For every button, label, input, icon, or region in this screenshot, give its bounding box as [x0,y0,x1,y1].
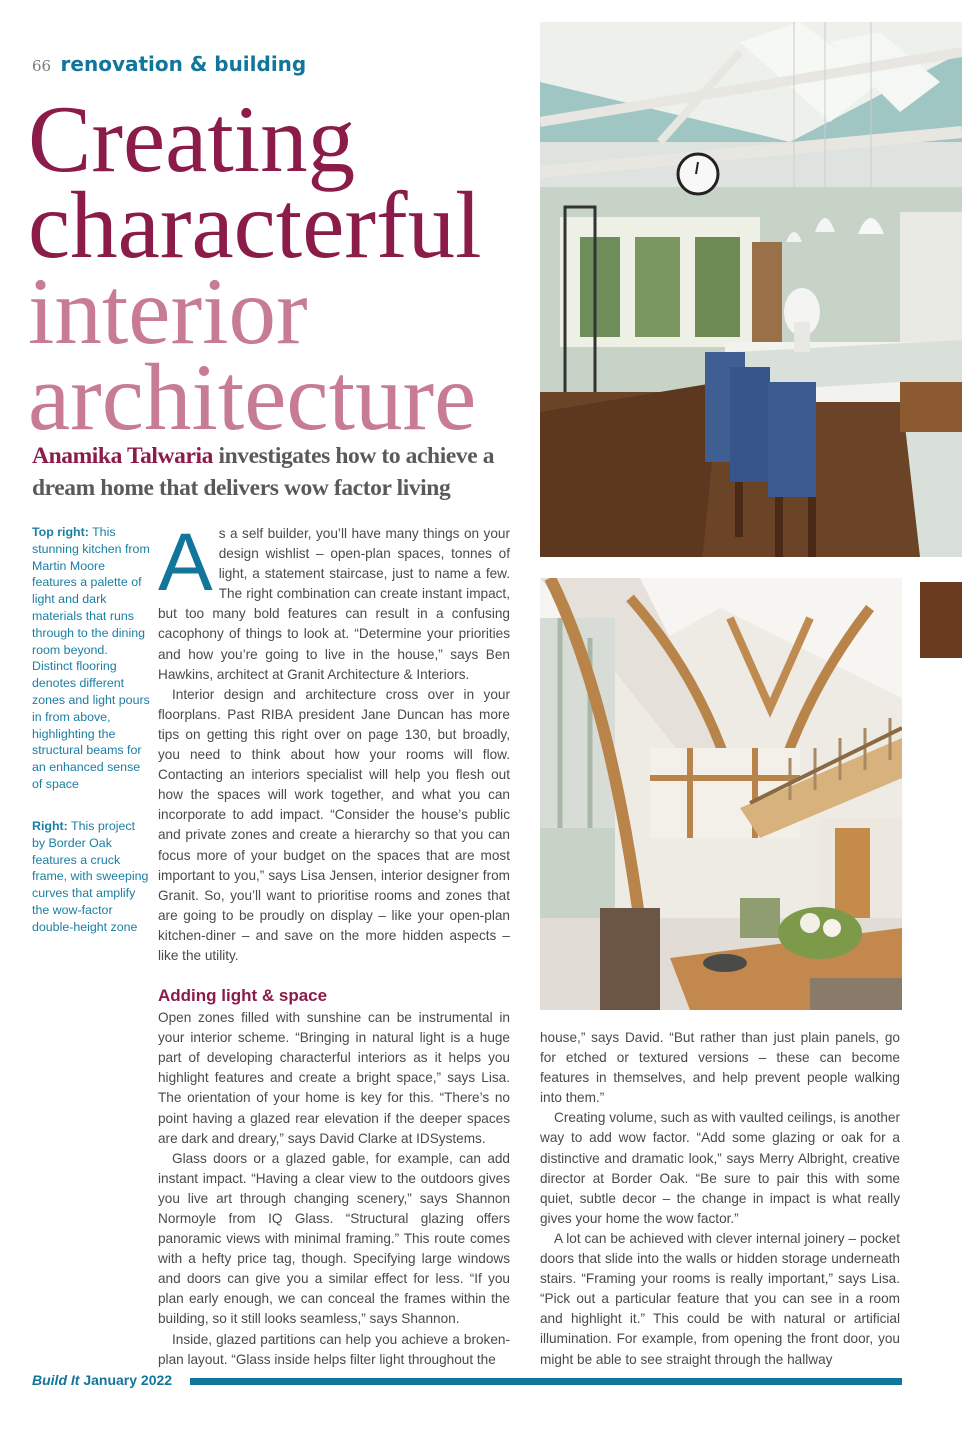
body-text: s a self builder, you’ll have many things on your design wishlist – open-plan spaces, tonnes of light, a statement staircase, just to name a few. The right combination can create instant impact, but too many bold features can result in a confusing cacophony of things to look at. “Determine your priorities and how you’re going to live in the house,” says Ben Hawkins, architect at Granit Architecture & Interiors. [158,526,510,682]
headline-line-3: interior [28,258,308,364]
author-name: Anamika Talwaria [32,443,213,469]
kitchen-photo [540,22,962,658]
body-paragraph [158,517,510,685]
headline-line-2: characterful [28,172,482,278]
body-column-3 [540,1028,900,1370]
oak-frame-hall-photo [540,578,902,1010]
caption-text: This stunning kitchen from Martin Moore features a palette of light and dark materials that runs through to the dining room beyond. Distinct flooring denotes different zones and light pours in from above, highlighting the structural beams for an enhanced sense of space [32,525,150,791]
drop-cap: A [158,517,213,608]
body-paragraph: A lot can be achieved with clever internal joinery – pocket doors that slide into the walls or hidden storage underneath stairs. “Framing your rooms is really important,” says Lisa. “Pick out a particular feature that you can see in a room and highlight it.” This could be with natural or artificial illumination. For example, from opening the front door, you might be able to see straight through the hallway [540,1230,900,1367]
footer-rule [190,1378,902,1385]
caption-text: This project by Border Oak features a cruck frame, with sweeping curves that amplify the wow-factor double-height zone [32,819,149,934]
caption-top-right [32,524,150,793]
body-paragraph: Creating volume, such as with vaulted ceilings, is another way to add wow factor. “Add some glazing or oak for a distinctive and dramatic look,” says Merry Albright, creative director at Border Oak. “Be sure to pair this with some quiet, subtle decor – the change in impact is what really gives your home the wow factor.” [540,1110,900,1226]
section-title: renovation & building [60,52,307,76]
caption-lead: Top right: [32,525,89,539]
caption-right [32,818,150,936]
footer-text [32,1372,172,1388]
body-column-1 [158,517,510,1370]
standfirst [32,440,532,504]
page-footer [32,1372,902,1392]
magazine-name: Build It [32,1372,80,1388]
standfirst-text: investigates how to achieve a dream home that delivers wow factor living [32,443,495,501]
body-paragraph: Open zones filled with sunshine can be instrumental in your interior scheme. “Bringing in natural light is a huge part of developing characterful interiors as it helps you highlight features and create a bright space,” says Lisa. The orientation of your home is key for this. “There’s no point having a glazed rear elevation if the deeper spaces are dark and dreary,” says David Clarke at IDSystems. [158,1010,510,1146]
page-number: 66 [32,57,52,75]
headline-line-1: Creating [28,86,356,192]
caption-lead: Right: [32,819,68,833]
subheading: Adding light & space [158,986,328,1006]
body-paragraph: Interior design and architecture cross over in your floorplans. Past RIBA president Jane Duncan has more tips on getting this right over on page 130, but broadly, you need to think about how your rooms will flow. Contacting an interiors specialist will help you flesh out how the spaces will work together, and what you can incorporate to add impact. “Consider the house’s public and private zones and create a hierarchy so that you can focus more of your budget on the spaces that are most important to you,” says Lisa Jensen, interior designer from Granit. So, you’ll want to prioritise rooms and zones that are going to be proudly on display – like your open-plan kitchen-diner – and save on the more hidden aspects – like the utility. [158,686,510,963]
issue-date: January 2022 [79,1372,173,1388]
body-paragraph: house,” says David. “But rather than just plain panels, go for etched or textured versions – these can become features in themselves, and help prevent people walking into them.” [540,1030,900,1106]
body-paragraph: Inside, glazed partitions can help you achieve a broken-plan layout. “Glass inside helps filter light throughout the [158,1331,510,1367]
page-header [32,52,306,76]
headline-line-4: architecture [28,344,477,450]
body-paragraph: Glass doors or a glazed gable, for example, can add instant impact. “Having a clear view to the outdoors gives you live art through changing scenery,” says Shannon Normoyle from IQ Glass. “Structural glazing offers panoramic views with minimal framing.” This route comes with a hefty price tag, though. Specifying large windows and doors can give you a similar effect for less. “If you plan early enough, we can conceal the frames within the building, so it still looks seamless,” says Shannon. [158,1150,510,1327]
headline [28,86,548,450]
